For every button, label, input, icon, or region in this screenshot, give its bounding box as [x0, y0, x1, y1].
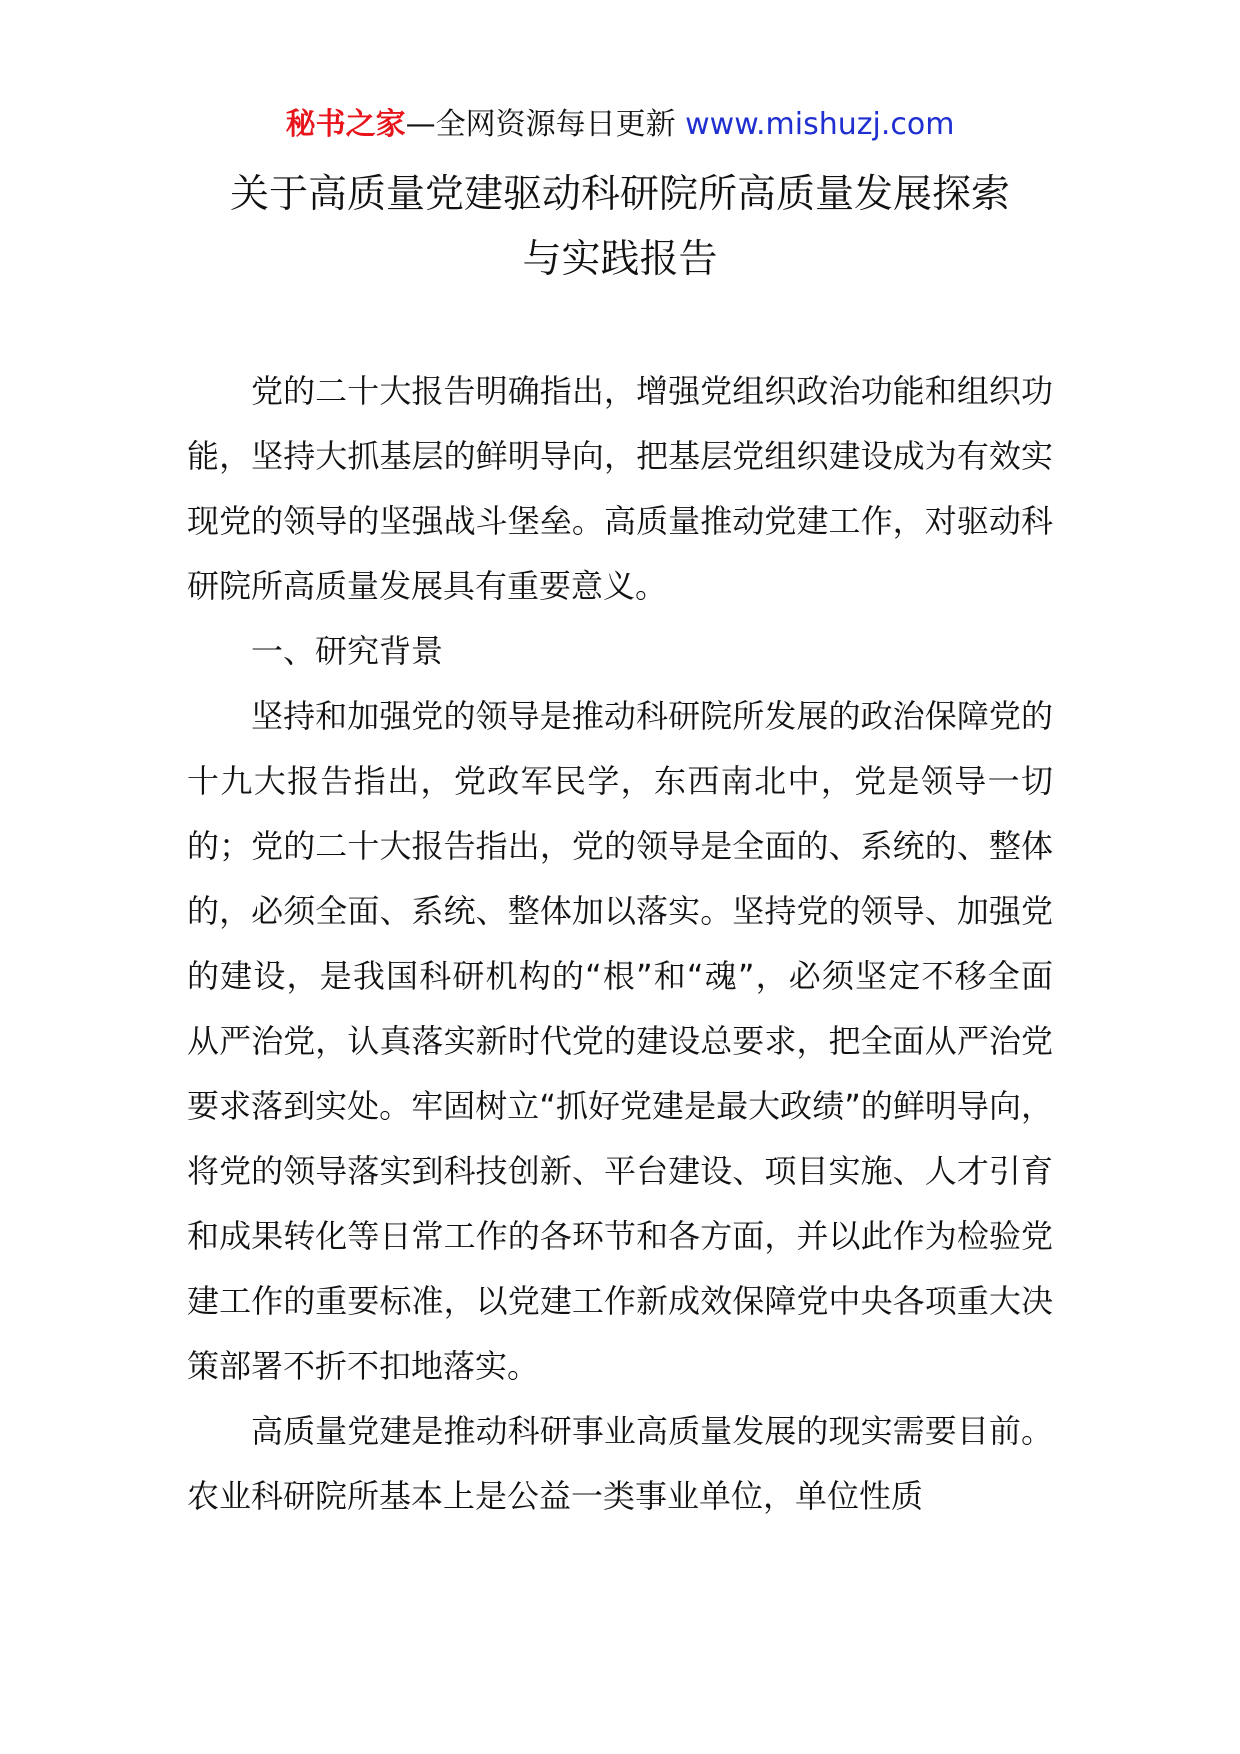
title-line-1: 关于高质量党建驱动科研院所高质量发展探索 [229, 172, 1010, 217]
body-paragraph: 坚持和加强党的领导是推动科研院所发展的政治保障党的十九大报告指出，党政军民学，东西南北中，党是领导一切的；党的二十大报告指出，党的领导是全面的、系统的、整体的，必须全面、系统、整体加以落实。坚持党的领导、加强党的建设，是我国科研机构的“根”和“魂”，必须坚定不移全面从严治党，认真落实新时代党的建设总要求，把全面从严治党要求落到实处。牢固树立“抓好党建是最大政绩”的鲜明导向，将党的领导落实到科技创新、平台建设、项目实施、人才引育和成果转化等日常工作的各环节和各方面，并以此作为检验党建工作的重要标准，以党建工作新成效保障党中央各项重大决策部署不折不扣地落实。 [187, 697, 1053, 1385]
brand-name: 秘书之家 [285, 107, 406, 142]
title-line-2: 与实践报告 [522, 237, 718, 282]
section-heading: 一、研究背景 [251, 632, 444, 670]
document-title [150, 162, 1090, 292]
intro-paragraph: 党的二十大报告明确指出，增强党组织政治功能和组织功能，坚持大抓基层的鲜明导向，把基层党组织建设成为有效实现党的领导的坚强战斗堡垒。高质量推动党建工作，对驱动科研院所高质量发展具有重要意义。 [187, 372, 1053, 605]
header-slogan: —全网资源每日更新 [405, 107, 676, 142]
document-body [187, 359, 1053, 1529]
watermark-header [0, 100, 1240, 150]
site-url-link[interactable]: www.mishuzj.com [685, 107, 955, 142]
body-paragraph: 高质量党建是推动科研事业高质量发展的现实需要目前。农业科研院所基本上是公益一类事业单位，单位性质 [187, 1412, 1053, 1515]
